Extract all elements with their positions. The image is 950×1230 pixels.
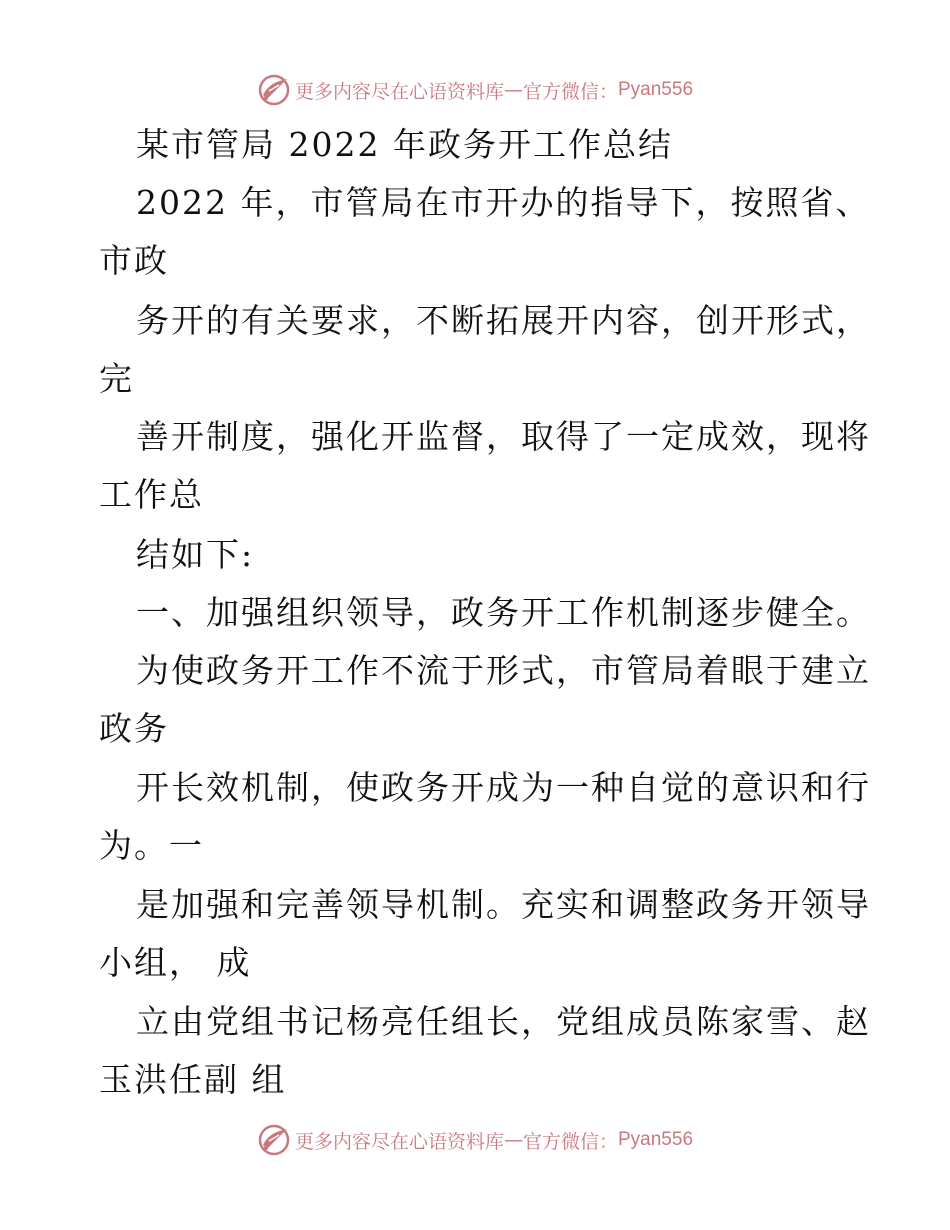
document-line: 完 bbox=[99, 359, 134, 398]
watermark-header bbox=[0, 70, 950, 110]
watermark-id: Pyan556 bbox=[618, 1129, 694, 1150]
document-line: 为使政务开工作不流于形式，市管局着眼于建立 bbox=[136, 651, 871, 690]
watermark-text: 更多内容尽在心语资料库 bbox=[294, 80, 504, 103]
watermark-footer bbox=[0, 1120, 950, 1160]
document-line: 善开制度，强化开监督，取得了一定成效，现将 bbox=[136, 417, 871, 456]
document-line: 政务 bbox=[99, 709, 169, 748]
watermark-text: 更多内容尽在心语资料库 bbox=[294, 1130, 504, 1153]
document-line: 市政 bbox=[99, 241, 169, 280]
document-title: 某市管局 2022 年政务开工作总结 bbox=[136, 125, 673, 164]
document-line: 开长效机制，使政务开成为一种自觉的意识和行 bbox=[136, 768, 871, 807]
section-heading: 一、加强组织领导，政务开工作机制逐步健全。 bbox=[136, 593, 871, 632]
document-line: 务开的有关要求，不断拓展开内容，创开形式， bbox=[136, 301, 871, 340]
document-line: 为。一 bbox=[99, 826, 204, 865]
watermark-label: 官方微信： bbox=[522, 1130, 618, 1153]
pen-logo-icon bbox=[257, 73, 291, 107]
document-line: 2022 年，市管局在市开办的指导下，按照省、 bbox=[136, 183, 871, 222]
document-line: 玉洪任副 组 bbox=[99, 1060, 287, 1099]
watermark-separator: — bbox=[503, 1129, 523, 1151]
pen-logo-icon bbox=[257, 1123, 291, 1157]
watermark-separator: — bbox=[503, 79, 523, 101]
document-line: 结如下: bbox=[136, 535, 255, 574]
document-line: 立由党组书记杨亮任组长，党组成员陈家雪、赵 bbox=[136, 1002, 871, 1041]
document-line: 工作总 bbox=[99, 475, 204, 514]
document-line: 是加强和完善领导机制。充实和调整政务开领导 bbox=[136, 885, 871, 924]
watermark-label: 官方微信： bbox=[522, 80, 618, 103]
document-line: 小组， 成 bbox=[99, 943, 252, 982]
watermark-id: Pyan556 bbox=[618, 79, 694, 100]
